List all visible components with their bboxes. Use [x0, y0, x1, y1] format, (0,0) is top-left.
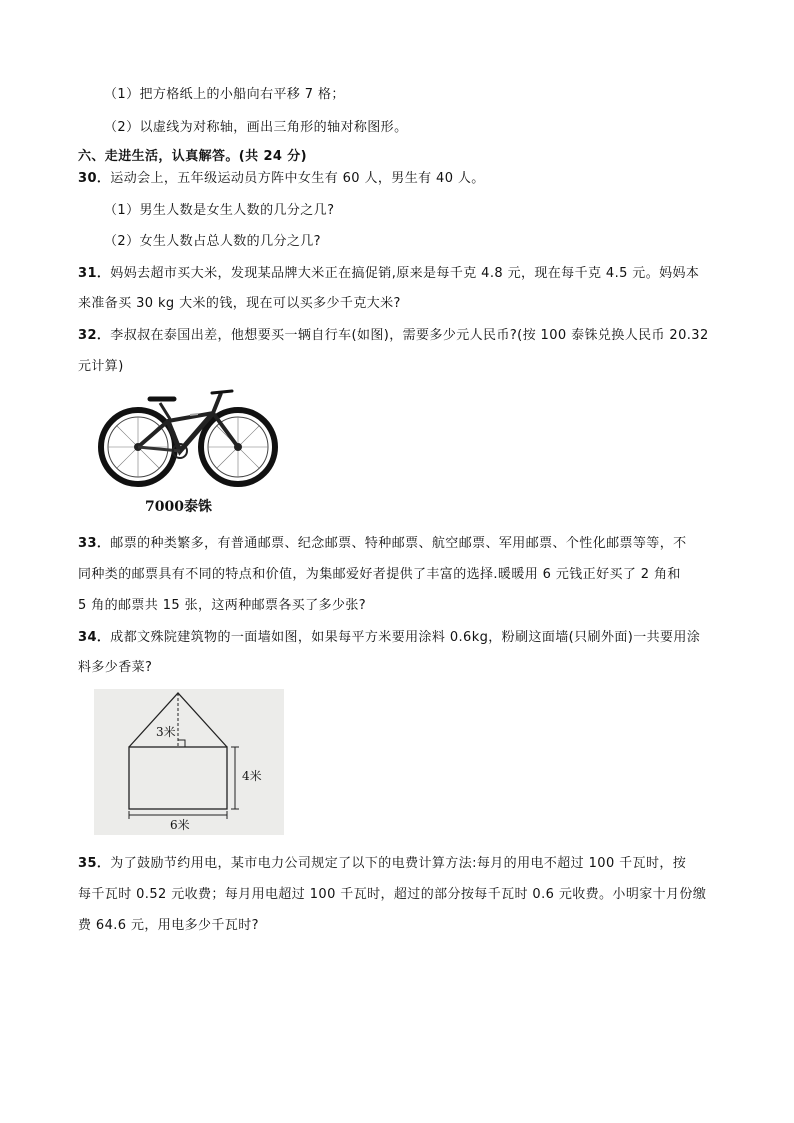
question-text: 为了鼓励节约用电，某市电力公司规定了以下的电费计算方法:每月的用电不超过 100 千瓦时，按 — [110, 856, 687, 871]
question-number: 33． — [78, 536, 111, 551]
question-31-cont: 来准备买 30 kg 大米的钱，现在可以买多少千克大米? — [78, 296, 401, 311]
question-33-cont2: 5 角的邮票共 15 张，这两种邮票各买了多少张? — [78, 598, 367, 613]
question-number: 31． — [78, 266, 111, 281]
question-32-cont: 元计算) — [78, 359, 124, 374]
triangle-height-label: 3米 — [156, 725, 176, 739]
question-text: 运动会上，五年级运动员方阵中女生有 60 人，男生有 40 人。 — [110, 171, 485, 186]
question-text: 李叔叔在泰国出差，他想要买一辆自行车(如图)，需要多少元人民币?(按 100 泰铢兑换人民币 20.32 — [110, 328, 709, 343]
question-number: 34． — [78, 630, 111, 645]
question-text: 妈妈去超市买大米，发现某品牌大米正在搞促销,原来是每千克 4.8 元，现在每千克 4.5 元。妈妈本 — [110, 266, 700, 281]
wall-diagram — [94, 689, 284, 835]
question-34 — [78, 626, 700, 645]
question-35 — [78, 852, 686, 871]
q29-part1: （1）把方格纸上的小船向右平移 7 格； — [104, 87, 345, 102]
bicycle-image — [98, 385, 280, 489]
question-33-cont1: 同种类的邮票具有不同的特点和价值，为集邮爱好者提供了丰富的选择.暖暖用 6 元钱正好买了 2 角和 — [78, 567, 681, 582]
question-text: 成都文殊院建筑物的一面墙如图，如果每平方米要用涂料 0.6kg，粉刷这面墙(只刷外面)一共要用涂 — [110, 630, 701, 645]
question-text: 邮票的种类繁多，有普通邮票、纪念邮票、特种邮票、航空邮票、军用邮票、个性化邮票等等，不 — [110, 536, 687, 551]
question-33 — [78, 532, 687, 551]
question-31 — [78, 262, 699, 281]
question-number: 35． — [78, 856, 111, 871]
question-number: 32． — [78, 328, 111, 343]
q30-part2: （2）女生人数占总人数的几分之几? — [104, 234, 321, 249]
q30-part1: （1）男生人数是女生人数的几分之几? — [104, 203, 335, 218]
question-35-cont2: 费 64.6 元，用电多少千瓦时? — [78, 918, 259, 933]
question-34-cont: 料多少香菜? — [78, 660, 153, 675]
bike-price-caption: 7000泰铢 — [145, 499, 212, 515]
question-35-cont1: 每千瓦时 0.52 元收费；每月用电超过 100 千瓦时，超过的部分按每千瓦时 0.6 元收费。小明家十月份缴 — [78, 887, 707, 902]
section-heading: 六、走进生活，认真解答。(共 24 分) — [78, 149, 308, 164]
question-32 — [78, 324, 709, 343]
wall-shape — [94, 689, 284, 835]
q29-part2: （2）以虚线为对称轴，画出三角形的轴对称图形。 — [104, 120, 408, 135]
question-number: 30． — [78, 171, 111, 186]
question-30 — [78, 167, 485, 186]
wall-height-label: 4米 — [242, 769, 262, 783]
wall-width-label: 6米 — [170, 818, 190, 832]
